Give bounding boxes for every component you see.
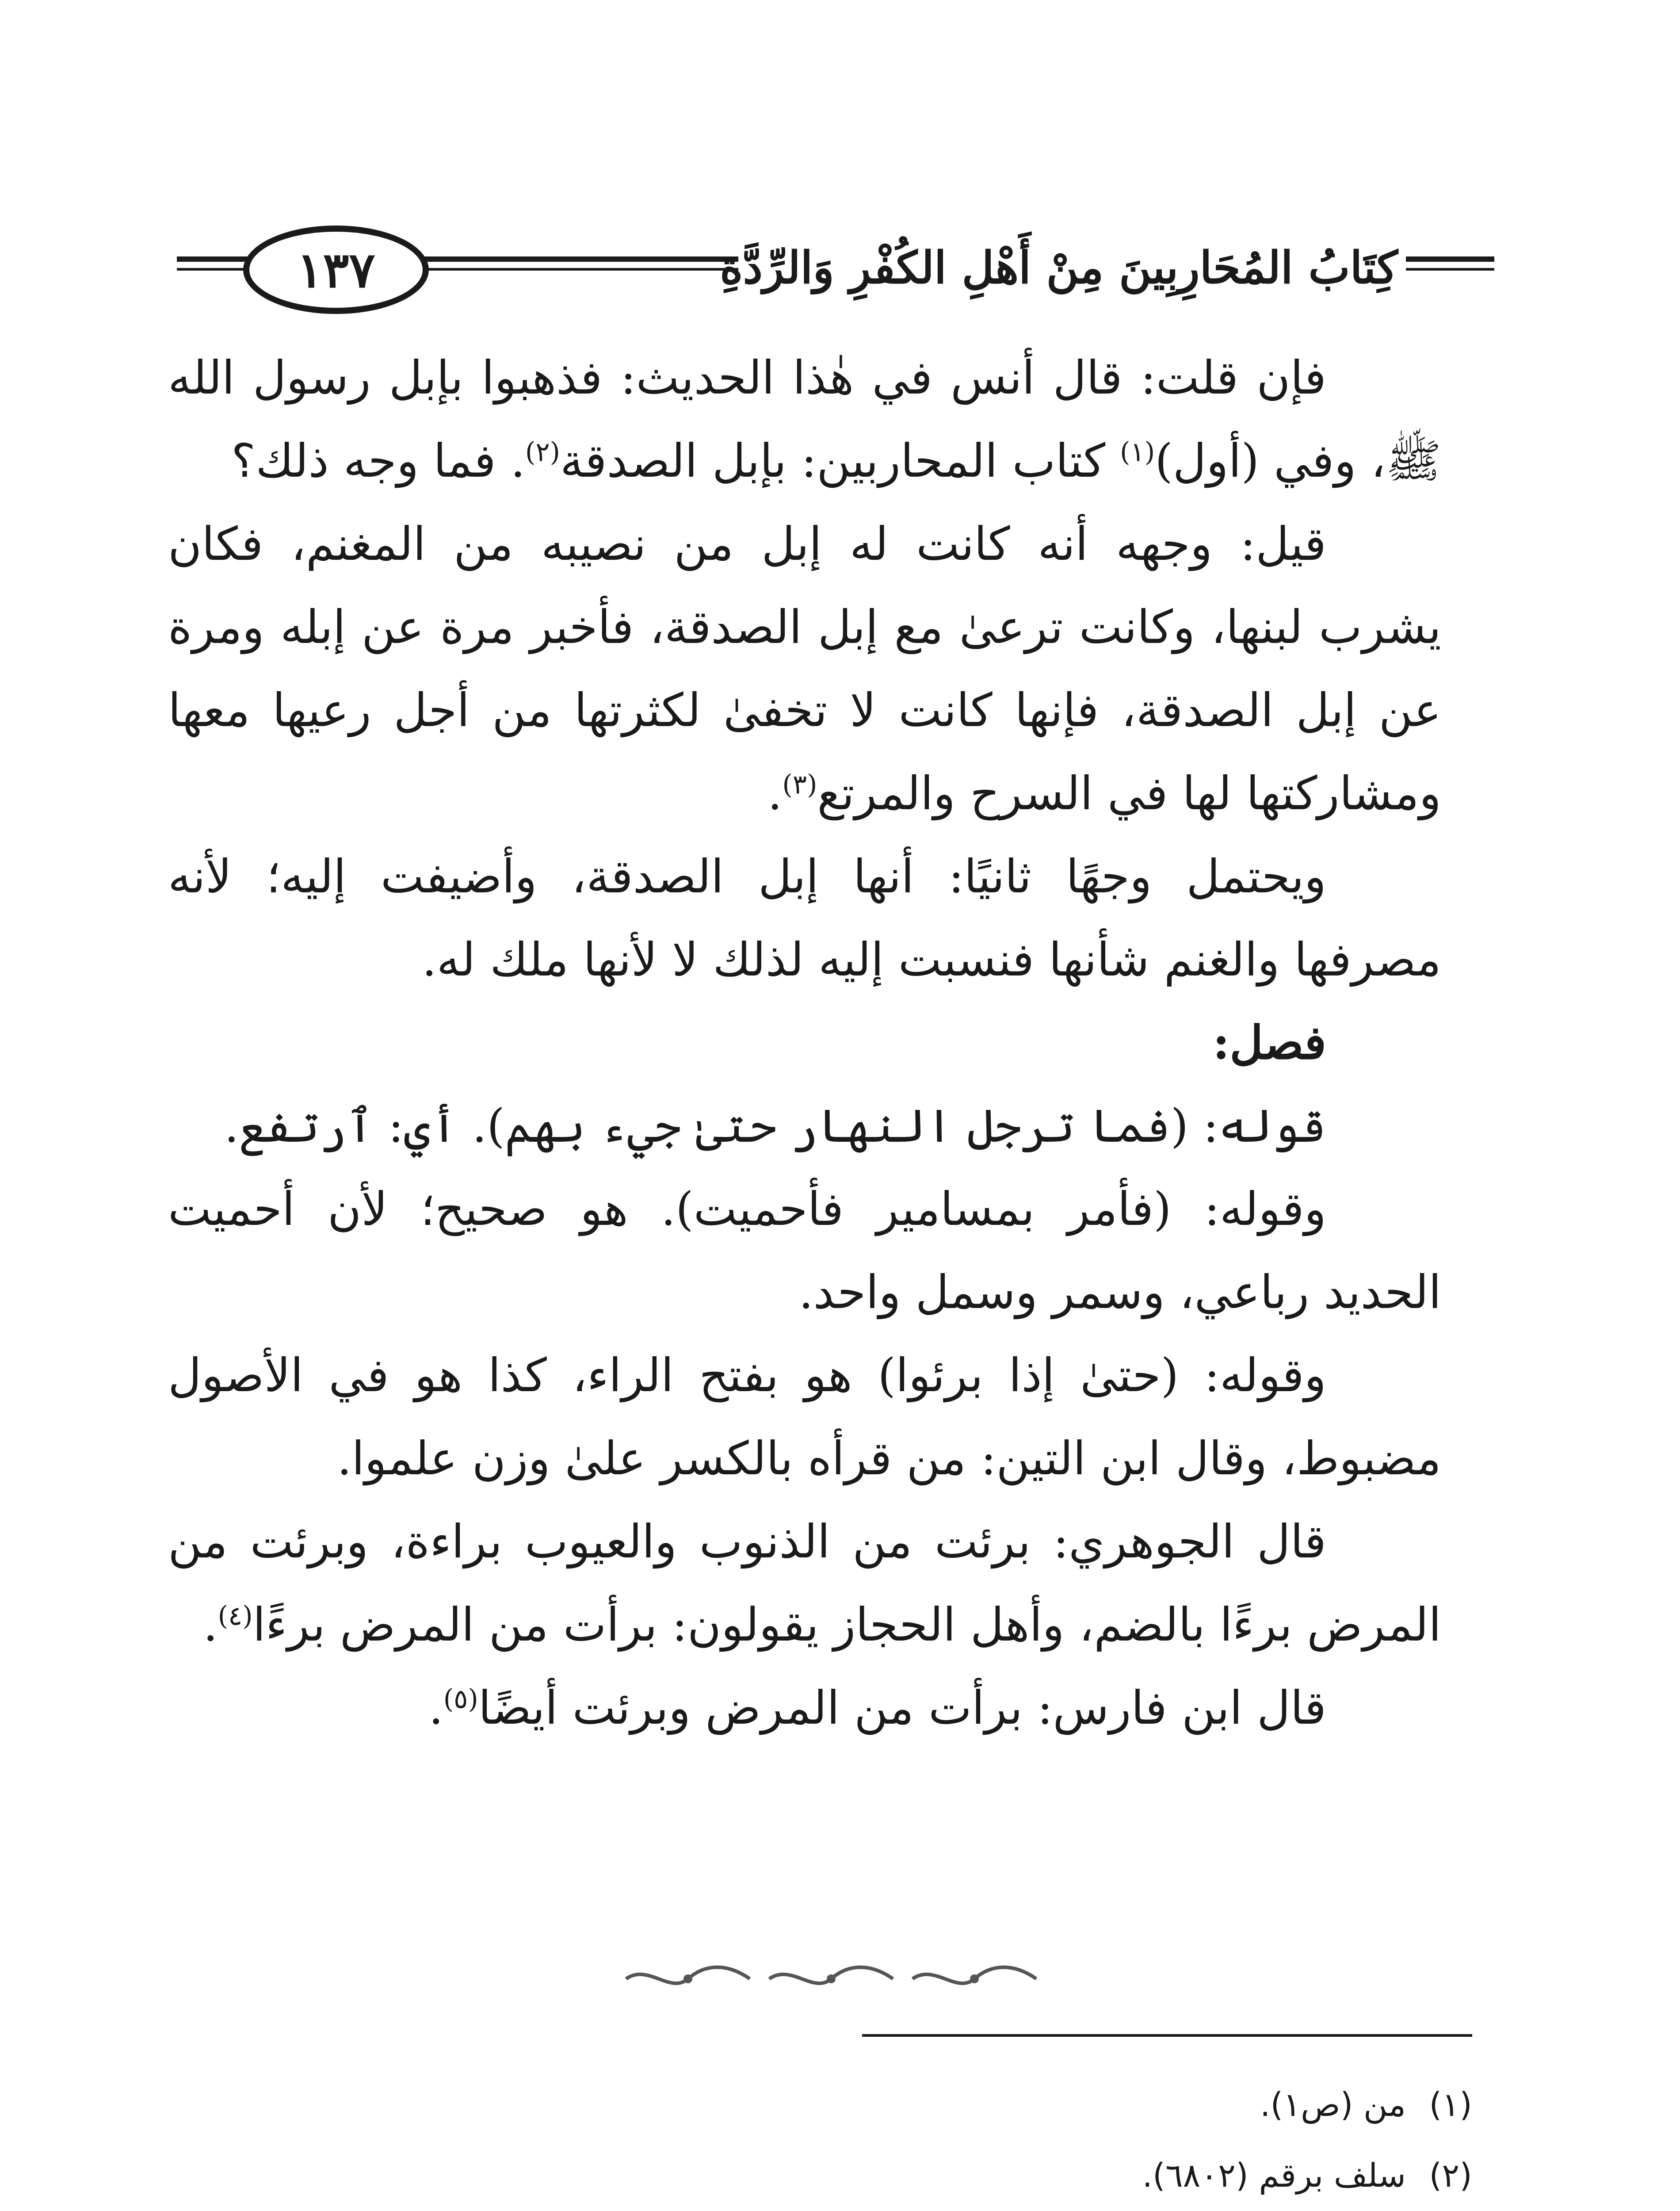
paragraph-8-text-a: قال ابن فارس: برأت من المرض وبرئت أيضًا (478, 1681, 1326, 1735)
ornament-flourish-icon (908, 1961, 1041, 1997)
page-number: ١٣٧ (243, 226, 429, 314)
footnote-ref-4[interactable]: (٤) (218, 1600, 253, 1632)
header-rule-right (1406, 256, 1494, 262)
footnote-text: سلف برقم (٦٨٠٢). (1142, 2157, 1406, 2195)
running-title: كِتَابُ المُحَارِبِينَ مِنْ أَهْلِ الكُفْرِ وَالرِّدَّةِ (738, 234, 1379, 301)
paragraph-8-text-b: . (428, 1681, 443, 1735)
paragraph-1 (168, 336, 1441, 502)
footnote-ref-3[interactable]: (٣) (782, 769, 817, 800)
footnote-text: من (ص١). (1260, 2086, 1406, 2124)
paragraph-7 (168, 1500, 1441, 1666)
paragraph-1-text-a: فإن قلت: قال أنس في هٰذا الحديث: فذهبوا بإبل رسول الله ﷺ، وفي (أول) (168, 351, 1441, 488)
paragraph-6: وقوله: (حتىٰ إذا برئوا) هو بفتح الراء، كذا هو في الأصول مضبوط، وقال ابن التين: من قرأه بالكسر علىٰ وزن علموا. (168, 1348, 1441, 1485)
footnote-ref-2[interactable]: (٢) (525, 436, 560, 468)
footnote-number: (١) (1429, 2086, 1472, 2124)
section-ornament (610, 1959, 1052, 1999)
paragraph-2 (168, 502, 1441, 835)
footnote-ref-5[interactable]: (٥) (443, 1683, 478, 1715)
header-rule-right-thin (1406, 268, 1494, 271)
paragraph-4: قوله: (فما ترجل النهار حتىٰ جيء بهم). أي: ٱرتفع. (224, 1099, 1326, 1153)
paragraph-2-text-a: قيل: وجهه أنه كانت له إبل من نصيبه من المغنم، فكان يشرب لبنها، وكانت ترعىٰ مع إبل الصدقة، فأخبر مرة عن إبله ومرة عن إبل الصدقة، فإنها كانت لا تخفىٰ لكثرتها من أجل رعيها معها ومشاركتها لها في السرح والمرتع (168, 517, 1441, 820)
page-header (177, 208, 1494, 323)
footnotes (442, 2069, 1472, 2211)
ornament-flourish-icon (765, 1961, 897, 1997)
paragraph-1-text-b: كتاب المحاربين: بإبل الصدقة (560, 434, 1120, 488)
footnote-number: (٢) (1429, 2157, 1472, 2195)
footnote-item (442, 2140, 1472, 2211)
main-text (168, 336, 1441, 1749)
footnote-separator (862, 2034, 1472, 2037)
paragraph-7-text-b: . (203, 1598, 218, 1652)
paragraph-8 (168, 1666, 1441, 1749)
paragraph-1-text-c: . فما وجه ذلك؟ (231, 434, 525, 488)
footnote-item (442, 2069, 1472, 2140)
paragraph-3: ويحتمل وجهًا ثانيًا: أنها إبل الصدقة، وأضيفت إليه؛ لأنه مصرفها والغنم شأنها فنسبت إليه لذلك لا لأنها ملك له. (168, 849, 1441, 987)
ornament-flourish-icon (622, 1961, 754, 1997)
footnote-ref-1[interactable]: (١) (1120, 436, 1155, 468)
paragraph-7-text-a: قال الجوهري: برئت من الذنوب والعيوب براءة، وبرئت من المرض برءًا بالضم، وأهل الحجاز يقولون: برأت من المرض برءًا (168, 1515, 1441, 1652)
paragraph-5: وقوله: (فأمر بمسامير فأحميت). هو صحيح؛ لأن أحميت الحديد رباعي، وسمر وسمل واحد. (168, 1182, 1441, 1319)
section-heading: فصل: (1212, 1015, 1326, 1070)
paragraph-2-text-b: . (767, 766, 783, 820)
